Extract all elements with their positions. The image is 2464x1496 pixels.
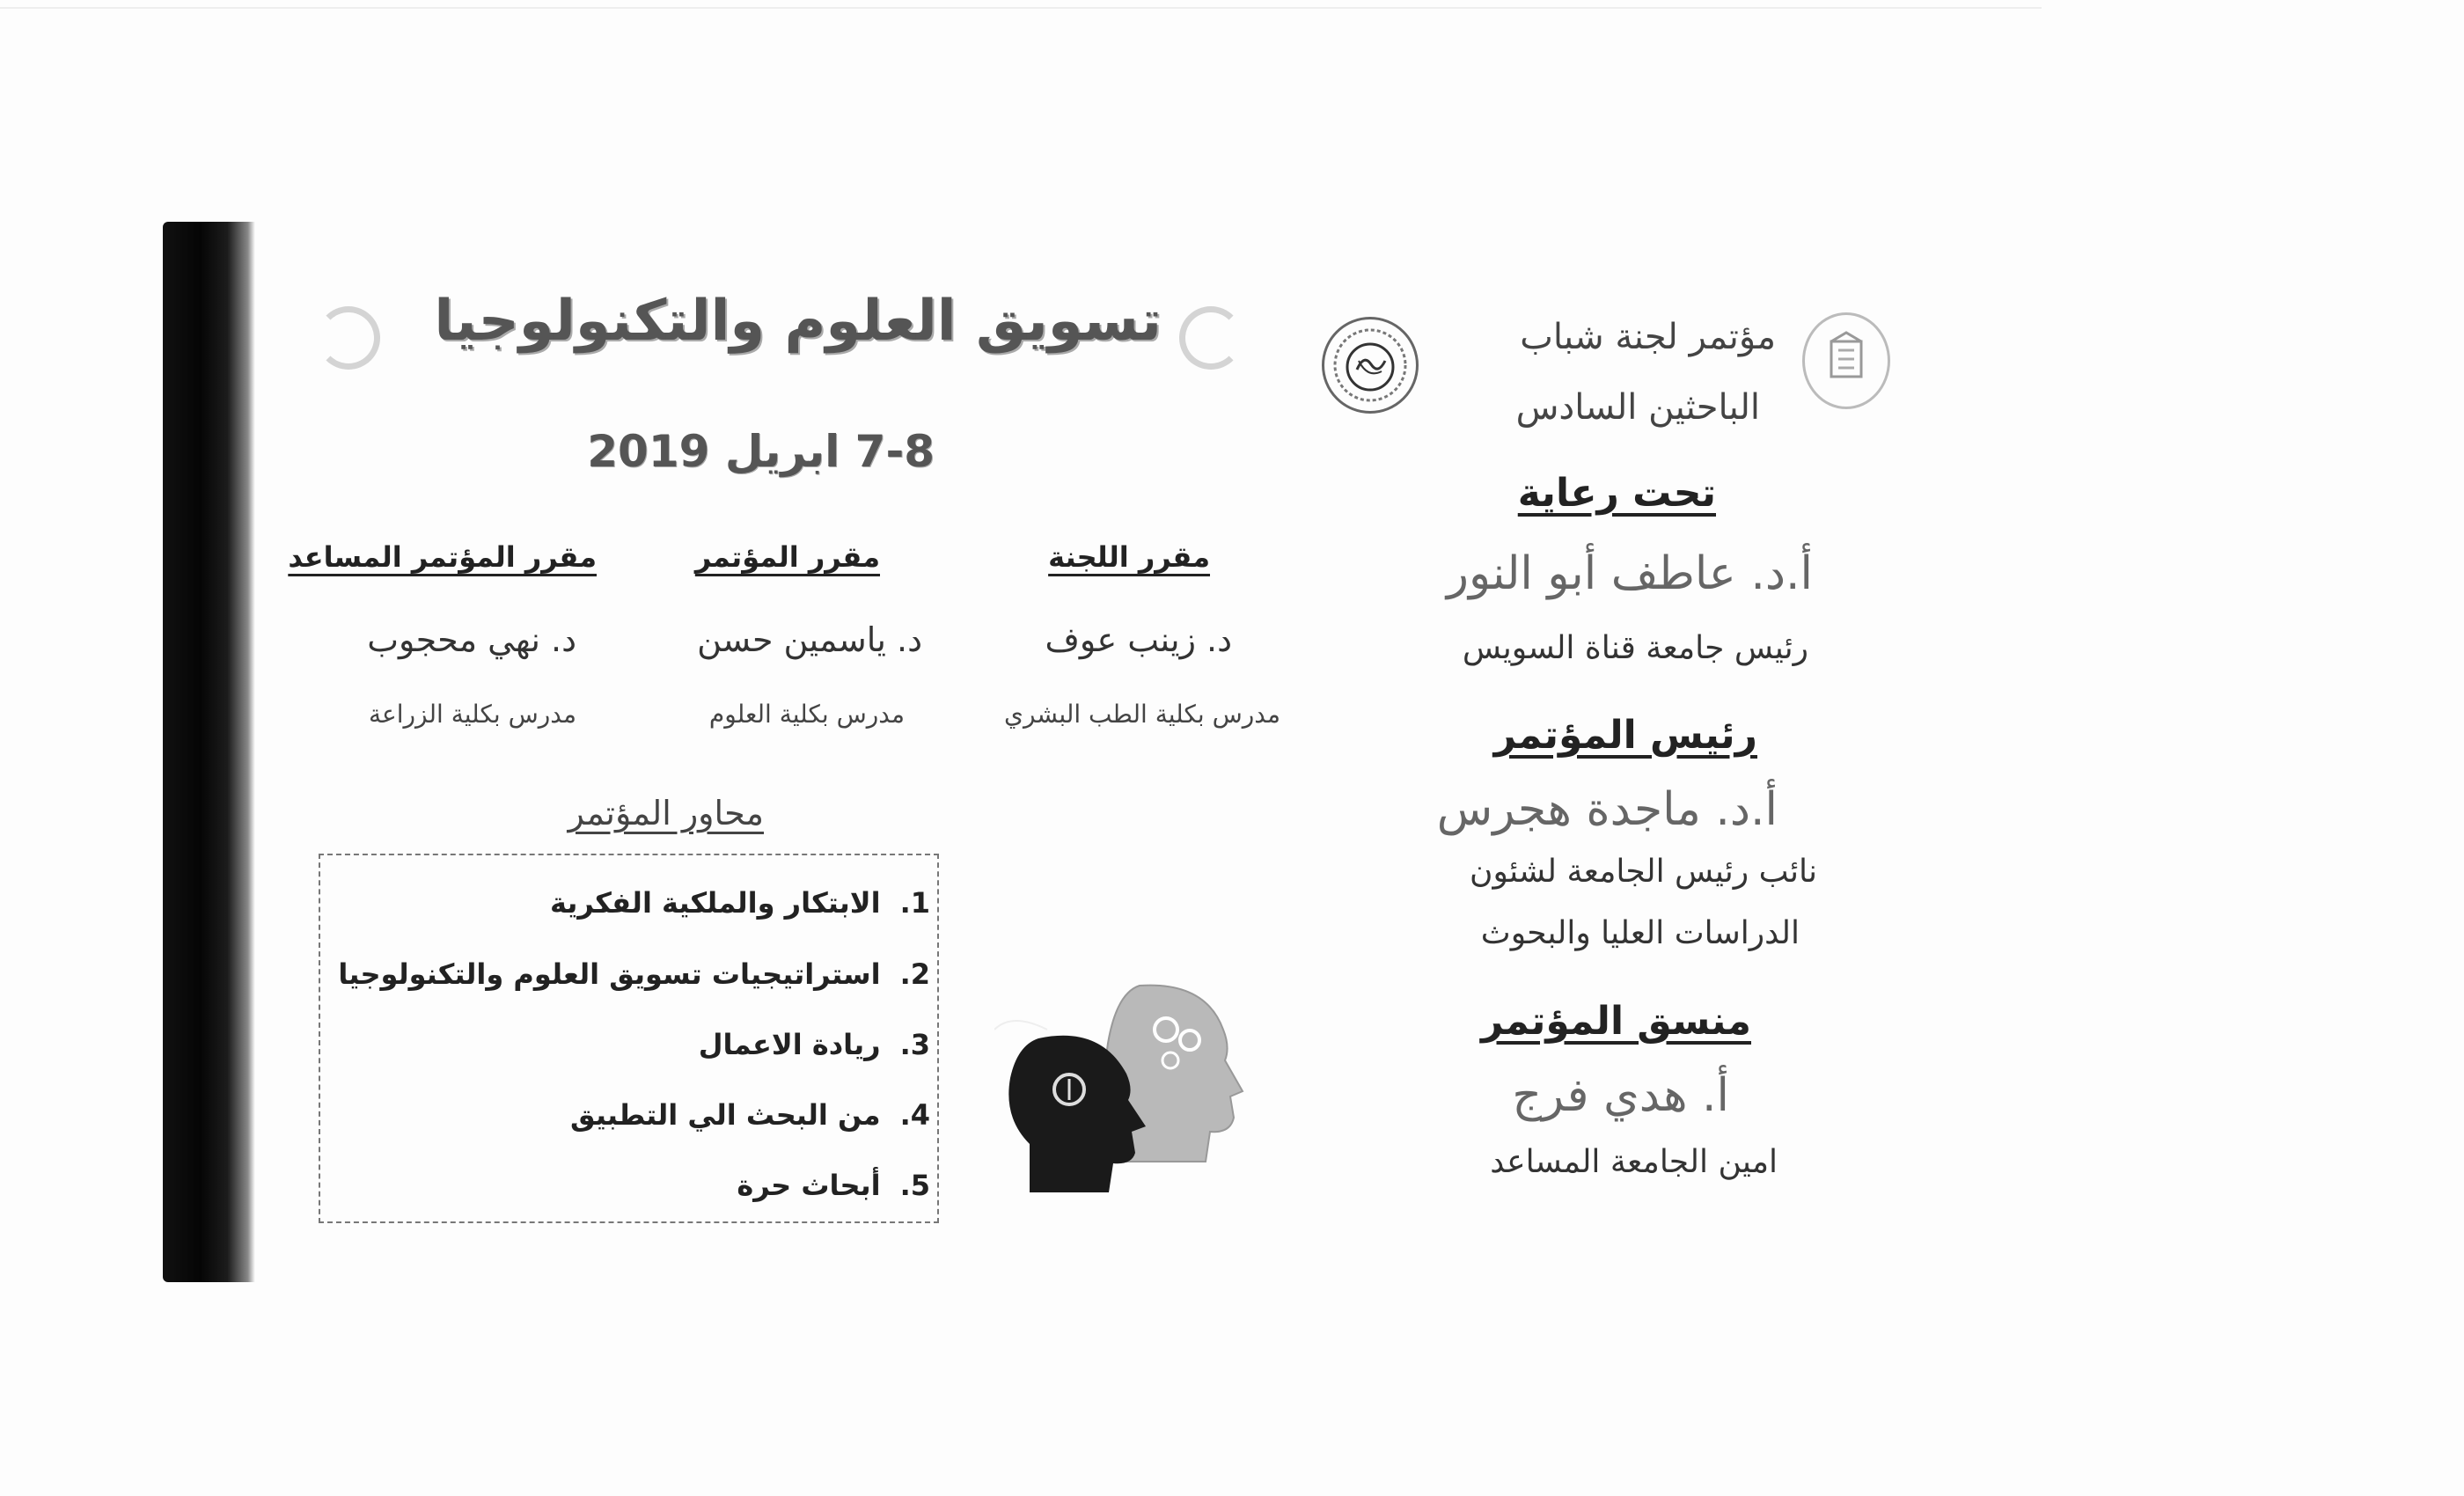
- axis-item: [699, 1028, 930, 1061]
- patronage-role: رئيس جامعة قناة السويس: [1462, 630, 1808, 666]
- president-role-line1: نائب رئيس الجامعة لشئون: [1470, 854, 1817, 890]
- rapporteur-name: د. ياسمين حسن: [697, 620, 922, 659]
- black-side-bar: [163, 222, 255, 1282]
- coordinator-role: امين الجامعة المساعد: [1490, 1144, 1778, 1180]
- rapporteur-name: د. زينب عوف: [1045, 620, 1232, 659]
- rapporteur-name: د. نهي محجوب: [367, 620, 576, 659]
- coordinator-heading: منسق المؤتمر: [1480, 999, 1751, 1044]
- coordinator-name: أ. هدي فرج: [1512, 1069, 1729, 1122]
- axis-number: 3.: [899, 1028, 930, 1061]
- president-heading: رئيس المؤتمر: [1493, 713, 1757, 758]
- decorative-ring-icon: [1179, 306, 1243, 370]
- axis-number: 2.: [899, 957, 930, 991]
- axis-item: [338, 957, 930, 991]
- rapporteur-heading: مقرر المؤتمر المساعد: [288, 540, 597, 574]
- main-title: تسويق العلوم والتكنولوجيا: [434, 289, 1162, 354]
- axis-text: ريادة الاعمال: [698, 1028, 881, 1061]
- axis-item: [570, 1098, 930, 1132]
- axis-item: [737, 1169, 930, 1202]
- axis-text: الابتكار والملكية الفكرية: [549, 886, 881, 920]
- university-seal-icon: [1802, 312, 1890, 409]
- axis-number: 5.: [899, 1169, 930, 1202]
- axis-item: [550, 886, 930, 920]
- rapporteur-role: مدرس بكلية العلوم: [708, 700, 905, 729]
- axis-text: من البحث الي التطبيق: [570, 1098, 881, 1132]
- axes-heading: محاور المؤتمر: [568, 794, 764, 832]
- conference-title-line2: الباحثين السادس: [1515, 387, 1760, 428]
- scan-edge: [0, 7, 2042, 9]
- young-researchers-logo-icon: [1322, 317, 1419, 414]
- conference-title-line1: مؤتمر لجنة شباب: [1520, 317, 1776, 357]
- conference-date: 7-8 ابريل 2019: [587, 426, 935, 477]
- axis-number: 4.: [899, 1098, 930, 1132]
- rapporteur-heading: مقرر المؤتمر: [694, 540, 880, 574]
- patronage-heading: تحت رعاية: [1517, 471, 1716, 516]
- rapporteur-role: مدرس بكلية الزراعة: [369, 700, 576, 729]
- decorative-ring-icon: [317, 306, 380, 370]
- president-name: أ.د. ماجدة هجرس: [1436, 783, 1778, 836]
- heads-gears-icon: [994, 977, 1258, 1197]
- patronage-name: أ.د. عاطف أبو النور: [1446, 547, 1813, 600]
- rapporteur-heading: مقرر اللجنة: [1048, 540, 1210, 574]
- president-role-line2: الدراسات العليا والبحوث: [1480, 915, 1800, 951]
- axis-number: 1.: [899, 886, 930, 920]
- rapporteur-role: مدرس بكلية الطب البشري: [1004, 700, 1280, 729]
- axis-text: أبحاث حرة: [737, 1169, 881, 1202]
- axis-text: استراتيجيات تسويق العلوم والتكنولوجيا: [338, 957, 881, 991]
